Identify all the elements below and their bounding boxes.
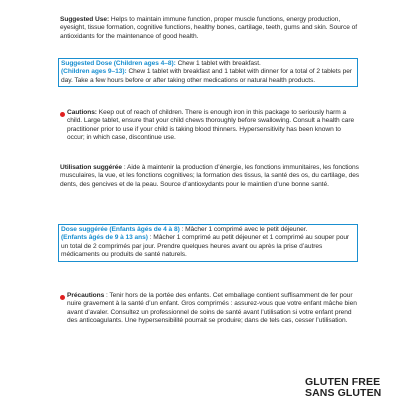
suggested-dose-box (58, 58, 358, 87)
dose-heading-4-8: Suggested Dose (Children ages 4–8): (61, 60, 176, 67)
gluten-free-en: GLUTEN FREE (305, 376, 381, 388)
utilisation-heading: Utilisation suggérée (60, 164, 123, 171)
dose-fr-text-9-13: : Mâcher 1 comprimé au petit déjeuner et 1 comprimé au souper pour un total de 2 comprimés par jour. Prendre quelques heures avant ou après la prise d’autres médicaments ou produits de santé naturels. (61, 234, 350, 259)
dose-fr-heading-9-13: (Enfants âgés de 9 à 13 ans) (61, 234, 148, 242)
cautions-section (67, 109, 359, 143)
precautions-text: : Tenir hors de la portée des enfants. Cet emballage contient suffisamment de fer pour nuire gravement à la santé d’un enfant. Gros comprimés : assurez-vous que votre enfant mâche bien avant d’avaler. Consultez un professionnel de soins de santé avant l’utilisation si votre enfant prend des anticoagulants. Une hypersensibilité pourrait se produire; dans de tels cas, cesser l’utilisation. (67, 292, 357, 325)
gluten-free-badge (305, 377, 381, 399)
suggested-use-section (60, 16, 360, 41)
caution-bullet-icon (60, 112, 65, 117)
suggested-use-heading: Suggested Use: (60, 16, 110, 23)
dose-fr-box (58, 224, 358, 262)
precautions-heading: Précautions (67, 292, 105, 299)
dose-fr-text-4-8: : Mâcher 1 comprimé avec le petit déjeuner. (179, 226, 308, 233)
cautions-heading: Cautions: (67, 109, 97, 116)
utilisation-section (60, 164, 360, 189)
precaution-bullet-icon (60, 295, 65, 300)
utilisation-text: : Aide à maintenir la production d’énergie, les fonctions immunitaires, les fonctions musculaires, la vue, et les fonctions cognitives; la formation des tissus, la santé des os, du cartilage, des dents, des gencives et de la peau. Source d’antioxydants pour le maintien d’une bonne santé. (60, 164, 360, 188)
suggested-use-text: Helps to maintain immune function, proper muscle functions, energy production, eyesight, tissue formation, cognitive functions, healthy bones, cartilage, teeth, gums and skin. Source of antioxidants for the maintenance of good health. (60, 16, 358, 40)
dose-heading-9-13: (Children ages 9–13): (61, 68, 127, 76)
precautions-section (67, 292, 359, 326)
dose-fr-heading-4-8: Dose suggérée (Enfants âgés de 4 à 8) (61, 226, 180, 233)
dose-text-9-13: Chew 1 tablet with breakfast and 1 tablet with dinner for a total of 2 tablets per day. Take a few hours before or after taking other medications or natural health products. (61, 68, 352, 84)
cautions-text: Keep out of reach of children. There is enough iron in this package to seriously harm a child. Large tablet, ensure that your child chews thoroughly before swallowing. Consult a health care practitioner prior to use if your child is taking blood thinners. Hypersensitivity has been known to occur; in which case, discontinue use. (67, 109, 355, 142)
gluten-free-fr: SANS GLUTEN (305, 387, 382, 399)
dose-text-4-8: Chew 1 tablet with breakfast. (175, 60, 261, 67)
